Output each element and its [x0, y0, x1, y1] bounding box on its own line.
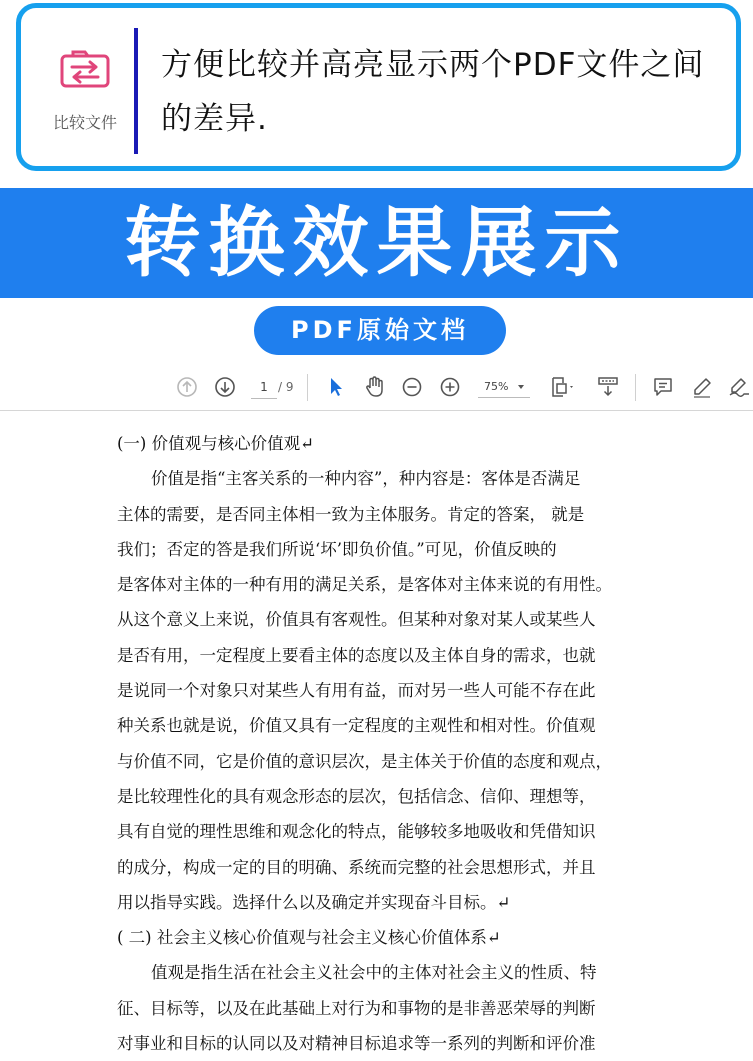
compare-files-icon	[59, 50, 111, 90]
banner-title: 转换效果展示	[124, 198, 629, 287]
comment-button[interactable]	[650, 374, 676, 400]
doc-line: 具有自觉的理性思维和观念化的特点，能够较多地吸收和凭借知识	[117, 822, 596, 842]
banner	[0, 188, 753, 298]
highlight-pen-icon	[691, 376, 713, 398]
sign-icon	[727, 376, 751, 398]
doc-line: 主体的需要，是否同主体相一致为主体服务。肯定的答案， 就是	[117, 504, 585, 524]
zoom-out-icon	[401, 376, 423, 398]
fit-page-button[interactable]	[547, 374, 579, 400]
zoom-out-button[interactable]	[399, 374, 425, 400]
zoom-in-button[interactable]	[437, 374, 463, 400]
description-line: 的差异.	[161, 101, 268, 137]
hand-tool-button[interactable]	[362, 374, 388, 400]
scroll-mode-button[interactable]	[594, 374, 622, 400]
zoom-value: 75%	[484, 380, 509, 393]
zoom-in-icon	[439, 376, 461, 398]
scroll-mode-icon	[596, 375, 620, 399]
compare-files-tool[interactable]	[49, 50, 121, 133]
hand-tool-icon	[364, 375, 386, 399]
feature-description	[161, 38, 731, 146]
fit-page-icon	[548, 375, 578, 399]
doc-line: 与价值不同，它是价值的意识层次，是主体关于价值的态度和观点，	[117, 751, 612, 771]
page-total: / 9	[278, 380, 294, 394]
doc-line: 种关系也就是说，价值又具有一定程度的主观性和相对性。价值观	[117, 716, 596, 736]
doc-line: 用以指导实践。选择什么以及确定并实现奋斗目标。↵	[117, 892, 511, 912]
doc-heading: (一) 价值观与核心价值观↵	[117, 434, 314, 453]
doc-line: 价值是指“主客关系的一种内容”，种内容是：客体是否满足	[151, 469, 581, 489]
toolbar-separator	[635, 374, 636, 401]
divider	[134, 28, 138, 154]
doc-line: 是否有用，一定程度上要看主体的态度以及主体自身的需求，也就	[117, 645, 596, 665]
highlight-button[interactable]	[689, 374, 715, 400]
pdf-toolbar	[0, 364, 753, 411]
comment-icon	[652, 376, 674, 398]
doc-line: 我们；否定的答是我们所说‘坏’即负价值。”可见，价值反映的	[117, 539, 557, 559]
doc-line: 是客体对主体的一种有用的满足关系，是客体对主体来说的有用性。	[117, 575, 612, 595]
doc-line: 是比较理性化的具有观念形态的层次，包括信念、信仰、理想等，	[117, 786, 596, 806]
pdf-document-page	[117, 426, 657, 1061]
sign-button[interactable]	[726, 374, 752, 400]
page-down-button[interactable]	[212, 374, 238, 400]
page-number-input[interactable]: 1	[251, 376, 277, 399]
description-line: 方便比较并高亮显示两个PDF文件之间	[161, 47, 705, 83]
select-tool-button[interactable]	[324, 374, 348, 400]
doc-heading: ( 二) 社会主义核心价值观与社会主义核心价值体系↵	[117, 928, 501, 948]
doc-line: 从这个意义上来说，价值具有客观性。但某种对象对某人或某些人	[117, 610, 596, 630]
page-up-icon	[176, 376, 198, 398]
doc-line: 是说同一个对象只对某些人有用有益，而对另一些人可能不存在此	[117, 681, 596, 701]
section-pill: PDF原始文档	[254, 306, 506, 355]
doc-line: 对事业和目标的认同以及对精神目标追求等一系列的判断和评价准	[117, 1034, 596, 1054]
feature-card	[16, 3, 741, 171]
chevron-down-icon	[518, 385, 524, 389]
page-up-button[interactable]	[174, 374, 200, 400]
toolbar-separator	[307, 374, 308, 401]
zoom-select[interactable]	[478, 376, 530, 398]
doc-line: 值观是指生活在社会主义社会中的主体对社会主义的性质、特	[151, 963, 597, 983]
doc-line: 征、目标等，以及在此基础上对行为和事物的是非善恶荣辱的判断	[117, 998, 596, 1018]
page-down-icon	[214, 376, 236, 398]
select-arrow-icon	[327, 376, 345, 398]
doc-line: 的成分，构成一定的目的明确、系统而完整的社会思想形式，并且	[117, 857, 596, 877]
tool-label: 比较文件	[52, 113, 117, 132]
